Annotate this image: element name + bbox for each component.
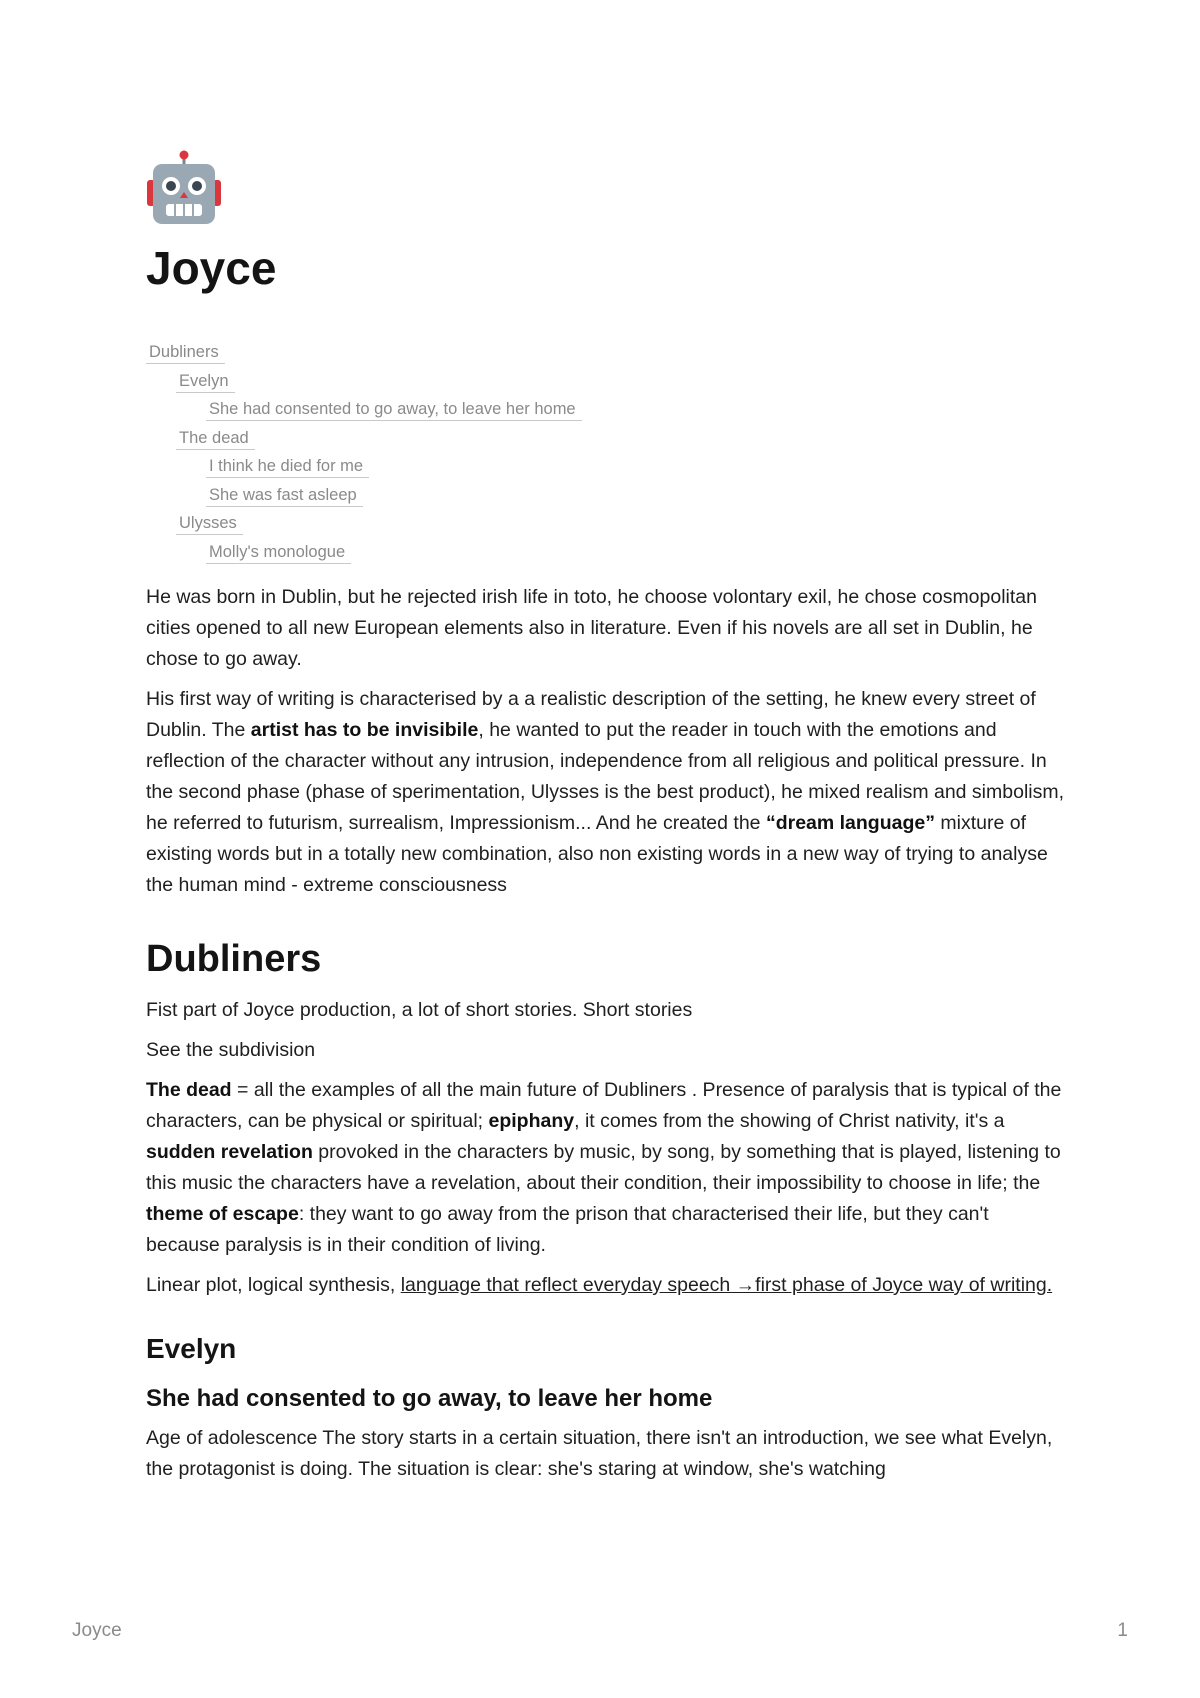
underlined-note: language that reflect everyday speech →first phase of Joyce way of writing. — [400, 1274, 1053, 1296]
dubliners-heading: Dubliners — [146, 938, 322, 980]
toc-link-ulysses[interactable]: Ulysses — [146, 511, 1066, 540]
toc-link-fast-asleep[interactable]: She was fast asleep — [146, 483, 1066, 512]
robot-icon — [146, 150, 222, 226]
evelyn-heading: Evelyn — [146, 1333, 237, 1364]
toc-link-dubliners[interactable]: Dubliners — [146, 340, 1066, 369]
toc-link-mollys-monologue[interactable]: Molly's monologue — [146, 540, 1066, 569]
document-page — [146, 150, 1066, 1494]
dubliners-paragraph-3: The dead = all the examples of all the main future of Dubliners . Presence of paralysis that is typical of the characters, can be physical or spiritual; epiphany, it comes from the showing of Christ nativity, it's a sudden revelation provoked in the characters by music, by song, by something that is played, listening to this music the characters have a revelation, about their condition, their impossibility to choose in life; the theme of escape: they want to go away from the prison that characterised their life, but they can't because paralysis is in their condition of living. — [146, 1079, 1062, 1256]
evelyn-subheading: She had consented to go away, to leave her home — [146, 1385, 713, 1412]
footer-title: Joyce — [72, 1620, 122, 1641]
intro-paragraph-1: He was born in Dublin, but he rejected irish life in toto, he choose volontary exil, he chose cosmopolitan cities opened to all new European elements also in literature. Even if his novels are all set in Dublin, he chose to go away. — [146, 586, 1037, 670]
dubliners-paragraph-1: Fist part of Joyce production, a lot of short stories. Short stories — [146, 999, 693, 1021]
evelyn-paragraph-1: Age of adolescence The story starts in a certain situation, there isn't an introduction, we see what Evelyn, the protagonist is doing. The situation is clear: she's staring at window, she's watching — [146, 1427, 1053, 1480]
page-number: 1 — [1117, 1620, 1128, 1641]
dubliners-paragraph-2: See the subdivision — [146, 1039, 316, 1061]
toc-link-she-had-consented[interactable]: She had consented to go away, to leave her home — [146, 397, 1066, 426]
toc-link-evelyn[interactable]: Evelyn — [146, 369, 1066, 398]
table-of-contents — [146, 340, 1066, 568]
toc-link-the-dead[interactable]: The dead — [146, 426, 1066, 455]
intro-paragraph-2: His first way of writing is characterised by a a realistic description of the setting, he knew every street of Dublin. The artist has to be invisibile, he wanted to put the reader in touch with the emotions and reflection of the character without any intrusion, independence from all religious and political pressure. In the second phase (phase of sperimentation, Ulysses is the best product), he mixed realism and simbolism, he referred to futurism, surrealism, Impressionism... And he created the “dream language” mixture of existing words but in a totally new combination, also non existing words in a new way of trying to analyse the human mind - extreme consciousness — [146, 688, 1065, 896]
page-title: Joyce — [146, 242, 277, 294]
toc-link-i-think-he-died[interactable]: I think he died for me — [146, 454, 1066, 483]
dubliners-paragraph-4: Linear plot, logical synthesis, language that reflect everyday speech →first phase of Joyce way of writing. — [146, 1274, 1053, 1296]
